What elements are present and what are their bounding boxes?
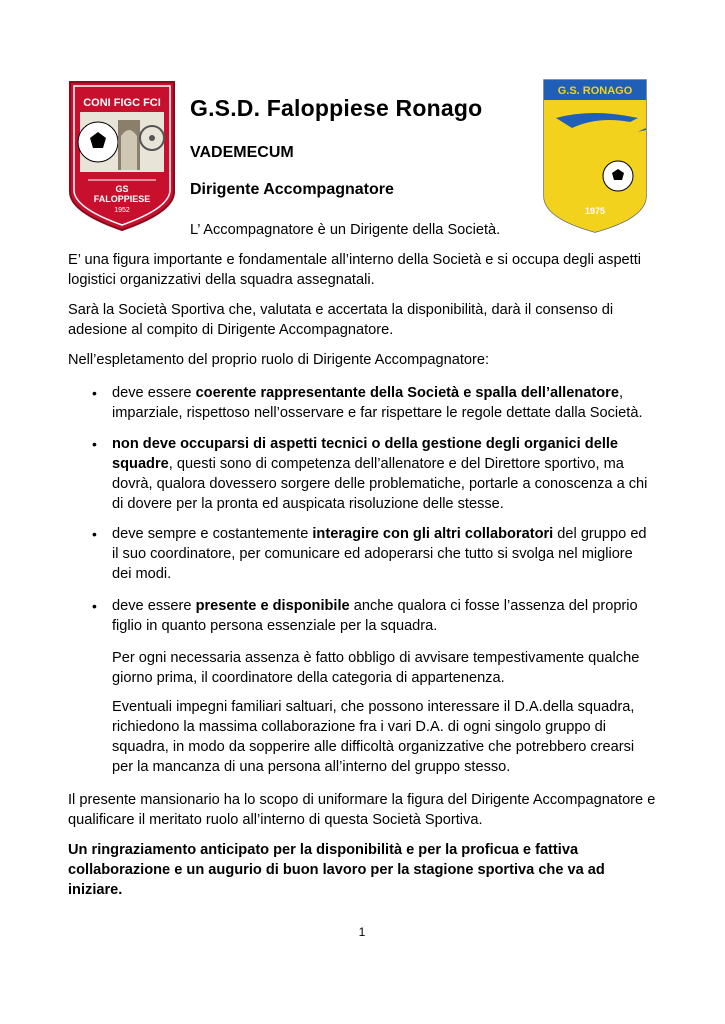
bullet-text: , questi sono di competenza dell’allenatore e del Direttore sportivo, ma dovrà, qualora dovessero sorgere delle problematiche, portarle a conoscenza a chi di dovere per la pronta ed auspicata risoluzione delle stesse. [112,456,648,512]
intro-text: L’ Accompagnatore è un Dirigente della Società. [190,222,501,238]
bullet-text: , imparziale, rispettoso nell’osservare e far rispettare le regole dettate dalla Società. [112,385,643,421]
logo-left-name1: GS [115,184,129,194]
bullet-text: deve essere [112,385,196,401]
bullet-text: del gruppo ed il suo coordinatore, per comunicare ed adoperarsi che tutto si svolga nel migliore dei modi. [112,526,647,582]
logo-right-year: 1975 [584,206,606,216]
logo-left-year: 1952 [114,207,130,214]
bullet-text: deve essere [112,598,196,614]
bullet-item [92,434,652,514]
logo-left-top-text: CONI FIGC FCI [83,97,161,109]
faloppiese-logo [68,80,176,232]
bullet-bold-text: presente e disponibile [195,598,350,614]
closing-paragraph: Il presente mansionario ha lo scopo di uniformare la figura del Dirigente Accompagnatore e qualificare il meritato ruolo all’interno di questa Società Sportiva. [68,792,656,828]
bullet-bold-text: interagire con gli altri collaboratori [312,526,554,542]
logo-right-top-text: G.S. RONAGO [557,85,633,97]
ronago-logo [542,78,648,234]
sub-paragraph-1: Per ogni necessaria assenza è fatto obbligo di avvisare tempestivamente qualche giorno prima, il coordinatore della categoria di appartenenza. [112,650,640,686]
logo-left-name2: FALOPPIESE [93,194,151,204]
bullet-dot-icon: • [92,598,97,614]
bullet-bold-text: non deve occuparsi di aspetti tecnici o della gestione degli organici delle squadre [112,436,619,472]
bullet-dot-icon: • [92,385,97,401]
paragraph-1: E’ una figura importante e fondamentale all’interno della Società e si occupa degli aspetti logistici organizzativi della squadra assegnatali. [68,252,642,288]
page-number: 1 [358,925,366,939]
bullet-item [92,596,652,636]
bullet-dot-icon: • [92,436,97,452]
bullet-item [92,524,652,584]
bullet-dot-icon: • [92,526,97,542]
thanks-paragraph: Un ringraziamento anticipato per la disponibilità e per la proficua e fattiva collaborazione e un augurio di buon lavoro per la stagione sportiva che va ad iniziare. [68,842,605,898]
bullet-bold-text: coerente rappresentante della Società e spalla dell’allenatore [195,385,619,401]
page-title: G.S.D. Faloppiese Ronago [190,95,483,121]
bullet-text: anche qualora ci fosse l’assenza del proprio figlio in quanto persona essenziale per la squadra. [112,598,638,634]
subtitle-vademecum: VADEMECUM [190,144,294,161]
paragraph-3: Nell’espletamento del proprio ruolo di Dirigente Accompagnatore: [68,352,490,368]
subtitle-role: Dirigente Accompagnatore [190,181,394,198]
bullet-item [92,383,652,423]
sub-paragraph-2: Eventuali impegni familiari saltuari, che possono interessare il D.A.della squadra, richiedono la massima collaborazione fra i vari D.A. di ogni singolo gruppo di squadra, in modo da sopperire alle difficoltà organizzative che potrebbero crearsi per la mancanza di una persona all’interno del gruppo stesso. [112,699,635,775]
paragraph-2: Sarà la Società Sportiva che, valutata e accertata la disponibilità, darà il consenso di adesione al compito di Dirigente Accompagnatore. [68,302,614,338]
bullet-text: deve sempre e costantemente [112,526,313,542]
